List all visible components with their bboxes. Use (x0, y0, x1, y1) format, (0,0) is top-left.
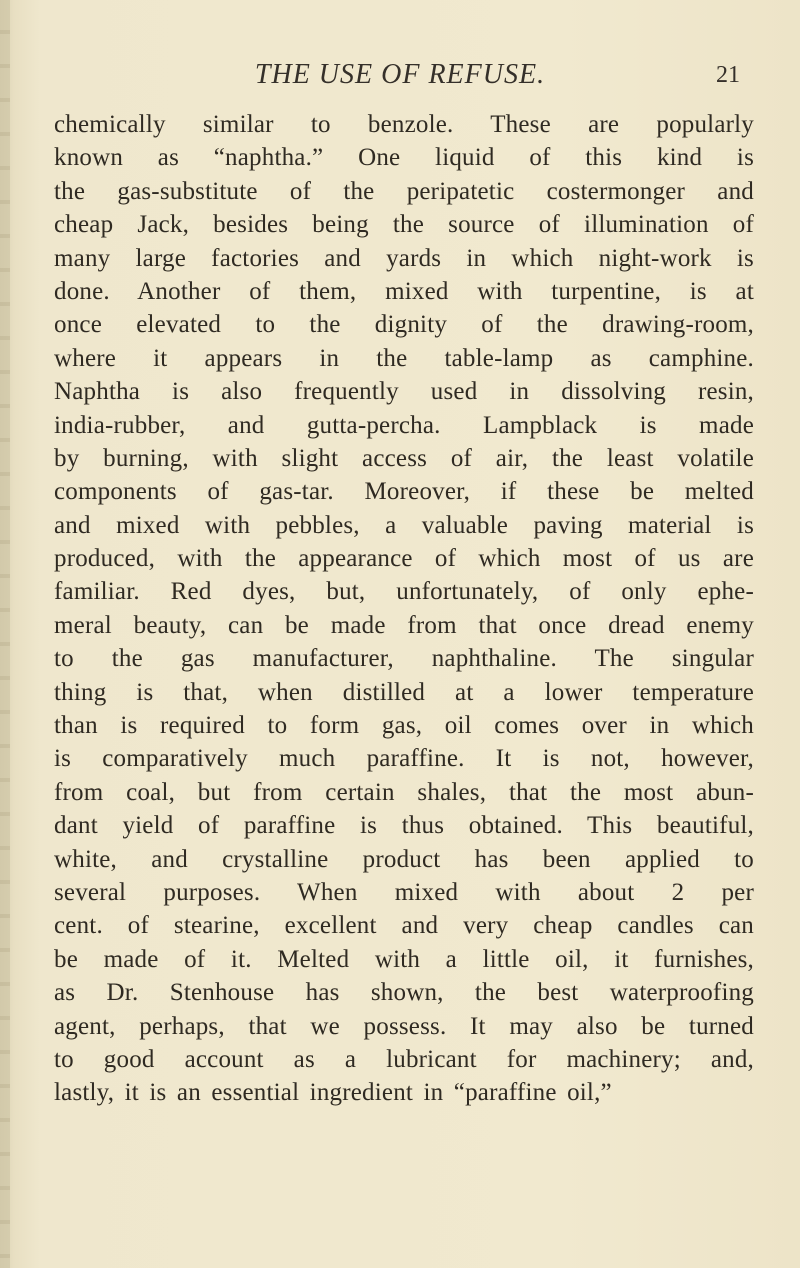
text-line: components of gas-tar. Moreover, if these be melted (54, 478, 754, 506)
text-line: dant yield of paraffine is thus obtained. This beautiful, (54, 812, 754, 840)
page-number: 21 (716, 62, 740, 88)
text-line: than is required to form gas, oil comes over in which (54, 712, 754, 740)
running-title: THE USE OF REFUSE. (254, 59, 546, 90)
text-line: agent, perhaps, that we possess. It may also be turned (54, 1012, 754, 1040)
text-line: to good account as a lubricant for machinery; and, (54, 1045, 754, 1073)
body-text (54, 108, 754, 1110)
text-line: produced, with the appearance of which most of us are (54, 545, 754, 573)
text-line: done. Another of them, mixed with turpentine, is at (54, 277, 754, 305)
text-line: many large factories and yards in which night-work is (54, 244, 754, 272)
text-line: chemically similar to benzole. These are popularly (54, 111, 754, 138)
text-line: cent. of stearine, excellent and very cheap candles can (54, 912, 754, 940)
text-line: be made of it. Melted with a little oil, it furnishes, (54, 945, 754, 973)
text-line: to the gas manufacturer, naphthaline. The singular (54, 645, 754, 673)
text-line: familiar. Red dyes, but, unfortunately, of only ephe- (54, 578, 754, 606)
text-line: white, and crystalline product has been applied to (54, 845, 754, 873)
text-line: the gas-substitute of the peripatetic costermonger and (54, 177, 754, 205)
text-line: cheap Jack, besides being the source of illumination of (54, 211, 754, 239)
text-line: from coal, but from certain shales, that the most abun- (54, 778, 754, 806)
text-line: meral beauty, can be made from that once dread enemy (54, 611, 754, 639)
text-line: and mixed with pebbles, a valuable paving material is (54, 511, 754, 539)
text-line: once elevated to the dignity of the drawing-room, (54, 311, 754, 339)
text-line: lastly, it is an essential ingredient in “paraffine oil,” (54, 1079, 612, 1107)
page-binding-edge (0, 0, 10, 1268)
text-line: as Dr. Stenhouse has shown, the best waterproofing (54, 979, 754, 1007)
text-line: india-rubber, and gutta-percha. Lampblack is made (54, 411, 754, 439)
text-line: where it appears in the table-lamp as camphine. (54, 344, 754, 372)
text-line: known as “naphtha.” One liquid of this kind is (54, 144, 754, 172)
text-line: Naphtha is also frequently used in dissolving resin, (54, 378, 754, 406)
text-line: is comparatively much paraffine. It is not, however, (54, 745, 754, 773)
running-head (90, 58, 780, 92)
text-line: by burning, with slight access of air, the least volatile (54, 444, 754, 472)
text-line: thing is that, when distilled at a lower temperature (54, 678, 754, 706)
text-line: several purposes. When mixed with about 2 per (54, 878, 754, 906)
